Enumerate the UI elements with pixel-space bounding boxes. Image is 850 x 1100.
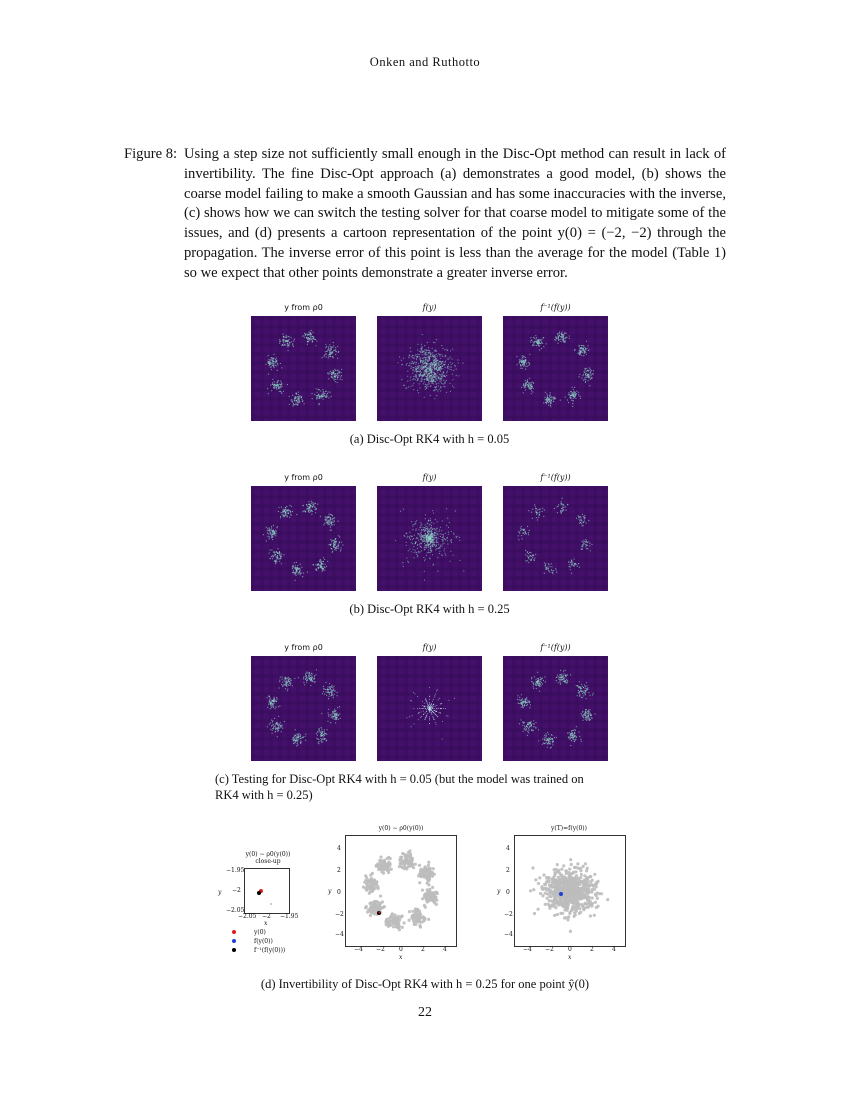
closeup-ytick-2: −2 [232, 887, 241, 894]
right-xtick-2: −2 [545, 946, 554, 953]
closeup-point-inverse [257, 891, 261, 895]
page-number: 22 [418, 1005, 432, 1020]
closeup-title: y(0) ∼ ρ0(y(0)) [245, 851, 291, 858]
right-ytick-4: −2 [504, 911, 513, 918]
figure-caption-text: Using a step size not sufficiently small enough in the Disc-Opt method can result in lack of invertibility. The fine Disc-Opt approach (a) demonstrates a good model, (b) shows the coarse model failing to make a smooth Gaussian and has some inaccuracies with the inverse, (c) shows how we can switch the testing solver for that coarse model to mitigate some of the issues, and (d) presents a cartoon representation of the point y(0) = (−2, −2) through the propagation. The inverse error of this point is less than the average for the model (Table 1) so we expect that other points demonstrate a greater inverse error. [184, 146, 726, 281]
right-ytick-3: 0 [506, 889, 510, 896]
closeup-ytick-1: −1.95 [226, 867, 245, 874]
right-xtick-3: 0 [568, 946, 572, 953]
legend-label-y0: y(0) [254, 929, 266, 936]
closeup-xlabel: x [264, 920, 268, 927]
figure-label: Figure 8: [124, 146, 178, 162]
closeup-gray-point [270, 903, 272, 905]
mid-ytick-2: 2 [337, 867, 341, 874]
scatter-middle [345, 835, 457, 947]
right-xlabel: x [568, 954, 572, 961]
right-ytick-1: 4 [506, 845, 510, 852]
subcaption-a: (a) Disc-Opt RK4 with h = 0.05 [349, 432, 510, 446]
mid-xtick-5: 4 [443, 946, 447, 953]
row-b-panel-1 [251, 486, 356, 591]
legend-marker-blue [232, 939, 236, 943]
right-xtick-4: 2 [590, 946, 594, 953]
row-a-panel-3 [503, 316, 608, 421]
scatter-middle-title: y(0) ∼ ρ0(y(0)) [378, 825, 424, 832]
right-xtick-1: −4 [523, 946, 532, 953]
row-b-title-3: f⁻¹(f(y)) [540, 473, 571, 482]
legend-label-inverse: f⁻¹(f(y(0))) [254, 947, 286, 954]
mid-ytick-4: −2 [335, 911, 344, 918]
mid-ytick-5: −4 [335, 931, 344, 938]
figure-caption [124, 145, 726, 284]
subcaption-d: (d) Invertibility of Disc-Opt RK4 with h = 0.25 for one point ŷ(0) [260, 977, 590, 991]
right-ylabel: y [497, 888, 501, 895]
row-c-title-2: f(y) [422, 643, 437, 652]
row-c-title-1: y from ρ0 [284, 643, 323, 652]
mid-xtick-1: −4 [354, 946, 363, 953]
closeup-ylabel: y [218, 889, 222, 896]
right-ytick-2: 2 [506, 867, 510, 874]
scatter-right-title: y(T)=f(y(0)) [551, 825, 587, 832]
row-b-title-1: y from ρ0 [284, 473, 323, 482]
mid-ylabel: y [328, 888, 332, 895]
right-ytick-5: −4 [504, 931, 513, 938]
row-b-panel-3 [503, 486, 608, 591]
closeup-subtitle: close-up [255, 858, 281, 865]
row-a-panel-1 [251, 316, 356, 421]
legend-marker-black [232, 948, 236, 952]
closeup-xtick-1: −2.05 [238, 913, 257, 920]
row-c-panel-3 [503, 656, 608, 761]
row-a-title-1: y from ρ0 [284, 303, 323, 312]
scatter-right [514, 835, 626, 947]
mid-xlabel: x [399, 954, 403, 961]
subcaption-c: (c) Testing for Disc-Opt RK4 with h = 0.05 (but the model was trained on RK4 with h = 0.25) [215, 772, 584, 802]
mid-ytick-3: 0 [337, 889, 341, 896]
mid-ytick-1: 4 [337, 845, 341, 852]
right-xtick-5: 4 [612, 946, 616, 953]
row-b-panel-2 [377, 486, 482, 591]
closeup-plot [218, 843, 311, 958]
row-c-title-3: f⁻¹(f(y)) [540, 643, 571, 652]
row-a-panel-2 [377, 316, 482, 421]
legend-marker-red [232, 930, 236, 934]
closeup-xtick-3: −1.95 [280, 913, 299, 920]
row-a-title-3: f⁻¹(f(y)) [540, 303, 571, 312]
subcaption-b: (b) Disc-Opt RK4 with h = 0.25 [349, 602, 510, 616]
row-a-title-2: f(y) [422, 303, 437, 312]
running-header: Onken and Ruthotto [369, 55, 481, 69]
legend-label-fy0: f(y(0)) [254, 938, 273, 945]
closeup-ytick-3: −2.05 [226, 907, 245, 914]
row-c-panel-2 [377, 656, 482, 761]
mid-xtick-3: 0 [399, 946, 403, 953]
closeup-axes [244, 868, 290, 914]
mid-xtick-4: 2 [421, 946, 425, 953]
row-c-panel-1 [251, 656, 356, 761]
row-b-title-2: f(y) [422, 473, 437, 482]
closeup-xtick-2: −2 [262, 913, 271, 920]
mid-xtick-2: −2 [376, 946, 385, 953]
